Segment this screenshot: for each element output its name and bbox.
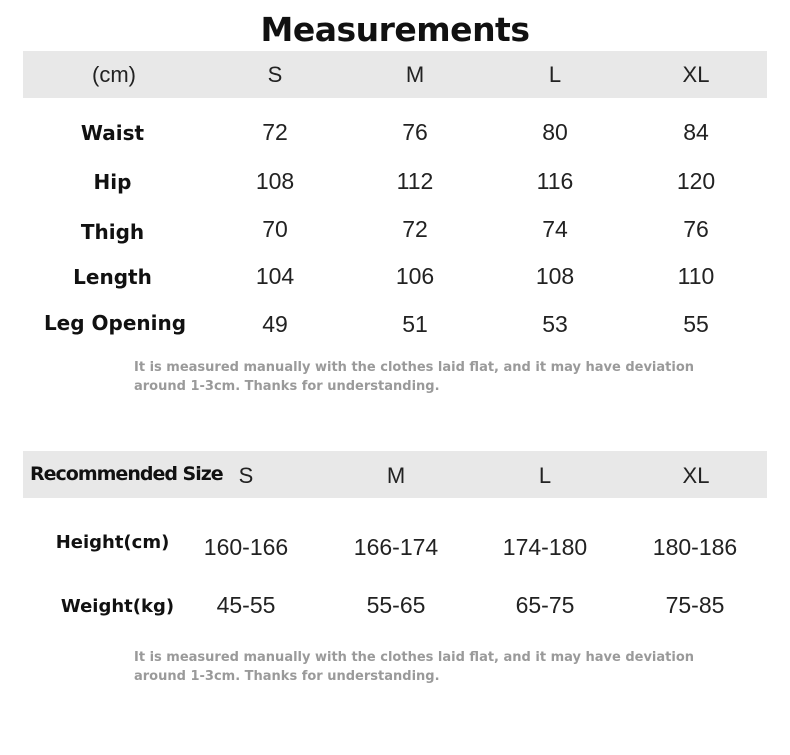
table-cell: 80	[542, 119, 568, 145]
recommended-size-header-l: L	[538, 463, 552, 488]
table-cell: 160-166	[203, 534, 289, 560]
measurements-size-header-m: M	[405, 62, 425, 87]
table-cell: 55	[683, 311, 709, 337]
table-cell: 70	[262, 216, 288, 242]
row-label-length: Length	[73, 265, 152, 289]
note-line: around 1-3cm. Thanks for understanding.	[134, 669, 440, 684]
row-label-leg-opening: Leg Opening	[43, 311, 187, 335]
table-cell: 76	[683, 216, 709, 242]
note-line: around 1-3cm. Thanks for understanding.	[134, 379, 440, 394]
table-cell: 55-65	[366, 592, 426, 618]
table-cell: 108	[255, 168, 295, 194]
table-cell: 180-186	[652, 534, 738, 560]
table-cell: 76	[402, 119, 428, 145]
table-cell: 72	[402, 216, 428, 242]
measurements-size-header-s: S	[267, 62, 283, 87]
table-cell: 72	[262, 119, 288, 145]
row-label-waist: Waist	[80, 121, 145, 145]
row-label-thigh: Thigh	[80, 220, 145, 244]
table-cell: 65-75	[515, 592, 575, 618]
note-line: It is measured manually with the clothes laid flat, and it may have deviation	[134, 360, 695, 375]
recommended-size-header-xl: XL	[682, 463, 710, 488]
note-line: It is measured manually with the clothes laid flat, and it may have deviation	[134, 650, 695, 665]
table-cell: 112	[396, 168, 434, 194]
recommended-size-header: Recommended Size	[30, 463, 223, 485]
table-cell: 84	[683, 119, 709, 145]
table-cell: 106	[395, 263, 435, 289]
measurements-note	[134, 358, 694, 396]
table-cell: 174-180	[502, 534, 588, 560]
table-cell: 110	[677, 263, 715, 289]
table-cell: 51	[402, 311, 428, 337]
row-label-hip: Hip	[93, 170, 132, 194]
table-cell: 120	[676, 168, 716, 194]
table-cell: 104	[255, 263, 295, 289]
recommended-size-header-s: S	[238, 463, 254, 488]
row-label-weight: Weight(kg)	[60, 596, 175, 617]
recommended-note	[134, 648, 694, 686]
page-title: Measurements	[260, 10, 530, 49]
measurements-size-header-l: L	[548, 62, 562, 87]
table-cell: 45-55	[216, 592, 276, 618]
table-cell: 53	[542, 311, 568, 337]
table-cell: 74	[542, 216, 568, 242]
table-cell: 49	[262, 311, 288, 337]
table-cell: 166-174	[353, 534, 439, 560]
recommended-size-header-m: M	[386, 463, 406, 488]
table-cell: 75-85	[665, 592, 725, 618]
table-cell: 116	[536, 168, 574, 194]
table-cell: 108	[535, 263, 575, 289]
measurements-size-header-xl: XL	[682, 62, 710, 87]
row-label-height: Height(cm)	[55, 532, 170, 553]
measurements-unit-header: (cm)	[92, 62, 136, 87]
